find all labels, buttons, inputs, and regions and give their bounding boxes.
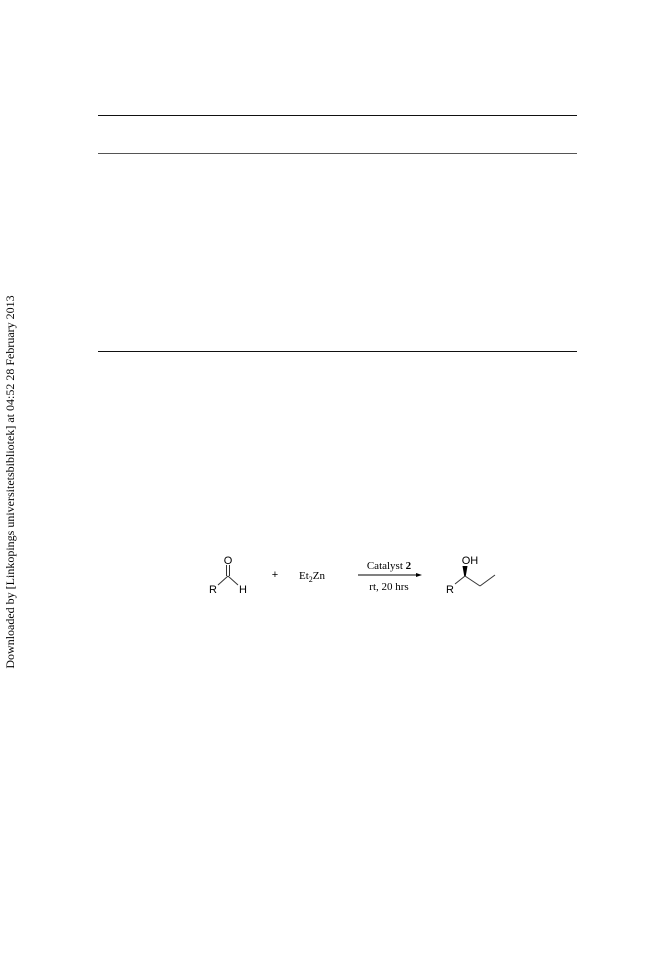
plus-sign: +	[271, 569, 279, 581]
catalyst-label	[367, 560, 412, 572]
conditions-label: rt, 20 hrs	[369, 581, 409, 593]
product-bond-ethyl-2	[480, 575, 495, 586]
product-r-label: R	[446, 584, 454, 596]
product-bond-r	[455, 576, 465, 584]
reaction-arrow	[358, 560, 422, 593]
alcohol-structure	[446, 555, 495, 596]
diethylzinc-et: Et	[299, 570, 309, 582]
diethylzinc-label	[299, 570, 326, 584]
hydroxyl-label: OH	[461, 555, 479, 567]
diethylzinc-subscript: 2	[308, 575, 313, 584]
catalyst-text: Catalyst	[366, 560, 406, 572]
aldehyde-structure	[209, 555, 247, 596]
catalyst-number: 2	[405, 560, 412, 572]
aldehyde-h-label: H	[239, 584, 247, 596]
aldehyde-bond-right	[228, 576, 238, 585]
product-bond-ethyl-1	[465, 576, 480, 586]
aldehyde-r-label: R	[209, 584, 217, 596]
download-note: Downloaded by [Linkopings universitetsbibliotek] at 04:52 28 February 2013	[3, 295, 17, 669]
carbonyl-oxygen-label: O	[223, 555, 233, 567]
stereo-wedge-bond	[463, 566, 468, 576]
diethylzinc-zn: Zn	[312, 570, 326, 582]
arrow-head	[416, 573, 422, 577]
aldehyde-bond-left	[218, 576, 228, 585]
